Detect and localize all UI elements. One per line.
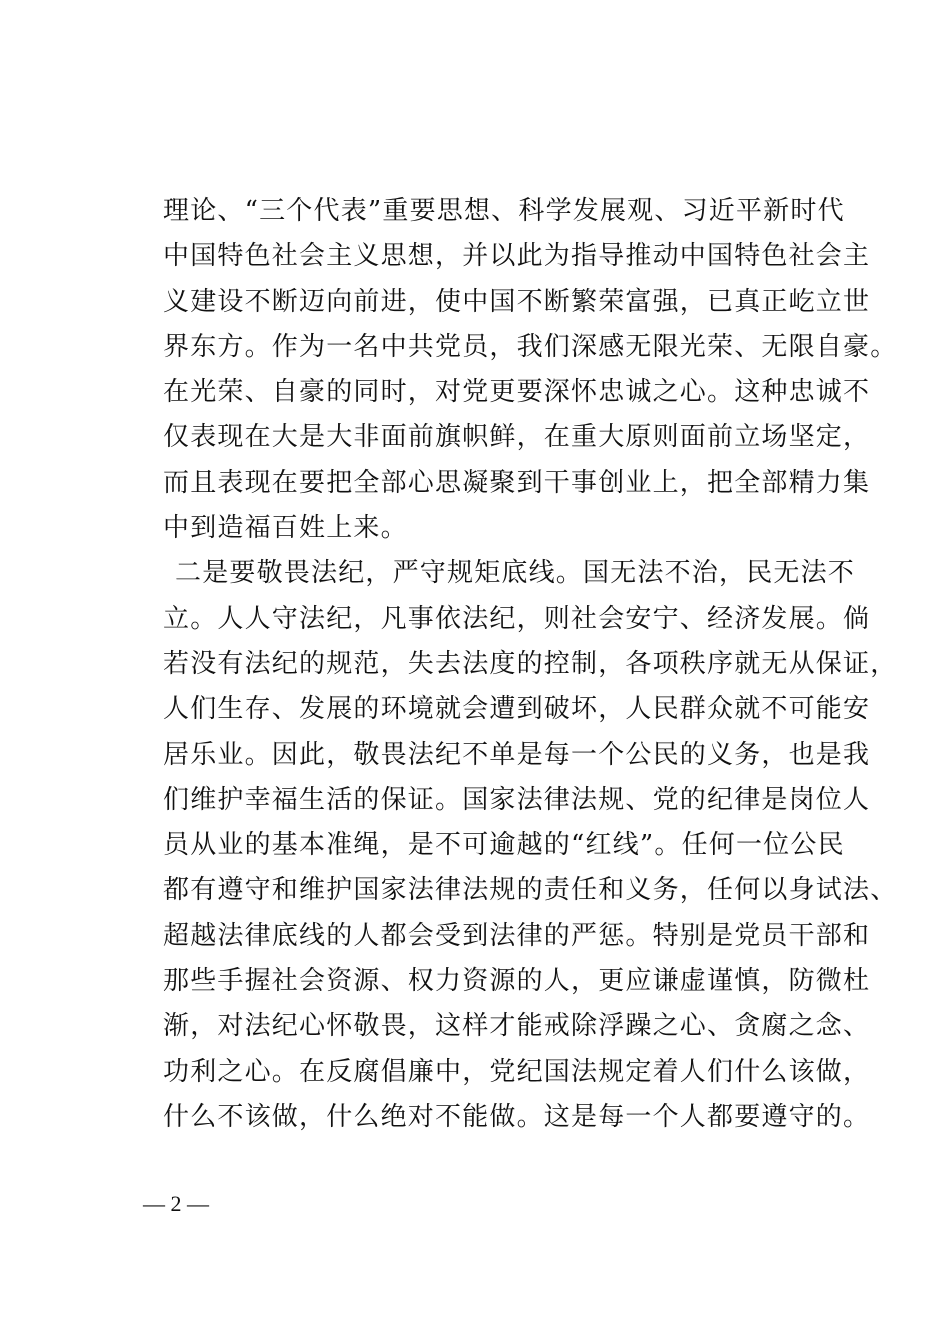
text-line: 那些手握社会资源、权力资源的人，更应谦虚谨慎，防微杜 (163, 966, 871, 997)
text-line: 中国特色社会主义思想，并以此为指导推动中国特色社会主 (163, 241, 871, 272)
page-number: — 2 — (143, 1191, 209, 1216)
text-line: 功利之心。在反腐倡廉中，党纪国法规定着人们什么该做， (163, 1056, 871, 1087)
text-line: 立。人人守法纪，凡事依法纪，则社会安宁、经济发展。倘 (163, 603, 871, 634)
text-line: 都有遵守和维护国家法律法规的责任和义务，任何以身试法、 (163, 875, 898, 906)
text-line: 们维护幸福生活的保证。国家法律法规、党的纪律是岗位人 (163, 784, 871, 815)
text-line: 仅表现在大是大非面前旗帜鲜，在重大原则面前立场坚定， (163, 422, 871, 453)
text-line: 而且表现在要把全部心思凝聚到干事创业上，把全部精力集 (163, 467, 871, 498)
text-line: 超越法律底线的人都会受到法律的严惩。特别是党员干部和 (163, 920, 871, 951)
paragraph-start-line: 二是要敬畏法纪，严守规矩底线。国无法不治，民无法不 (175, 558, 856, 589)
text-line: 在光荣、自豪的同时，对党更要深怀忠诚之心。这种忠诚不 (163, 377, 871, 408)
text-line: 理论、“三个代表”重要思想、科学发展观、习近平新时代 (163, 196, 845, 226)
text-line: 义建设不断迈向前进，使中国不断繁荣富强，已真正屹立世 (163, 286, 871, 317)
text-line: 什么不该做，什么绝对不能做。这是每一个人都要遵守的。 (163, 1101, 871, 1132)
text-line: 中到造福百姓上来。 (163, 513, 408, 544)
text-line: 人们生存、发展的环境就会遭到破坏，人民群众就不可能安 (163, 694, 871, 725)
text-line: 居乐业。因此，敬畏法纪不单是每一个公民的义务，也是我 (163, 739, 871, 770)
text-line: 渐，对法纪心怀敬畏，这样才能戒除浮躁之心、贪腐之念、 (163, 1011, 871, 1042)
text-line: 员从业的基本准绳，是不可逾越的“红线”。任何一位公民 (163, 830, 845, 861)
text-line: 界东方。作为一名中共党员，我们深感无限光荣、无限自豪。 (163, 331, 898, 362)
text-line: 若没有法纪的规范，失去法度的控制，各项秩序就无从保证， (163, 648, 898, 679)
body-text (163, 189, 898, 1140)
